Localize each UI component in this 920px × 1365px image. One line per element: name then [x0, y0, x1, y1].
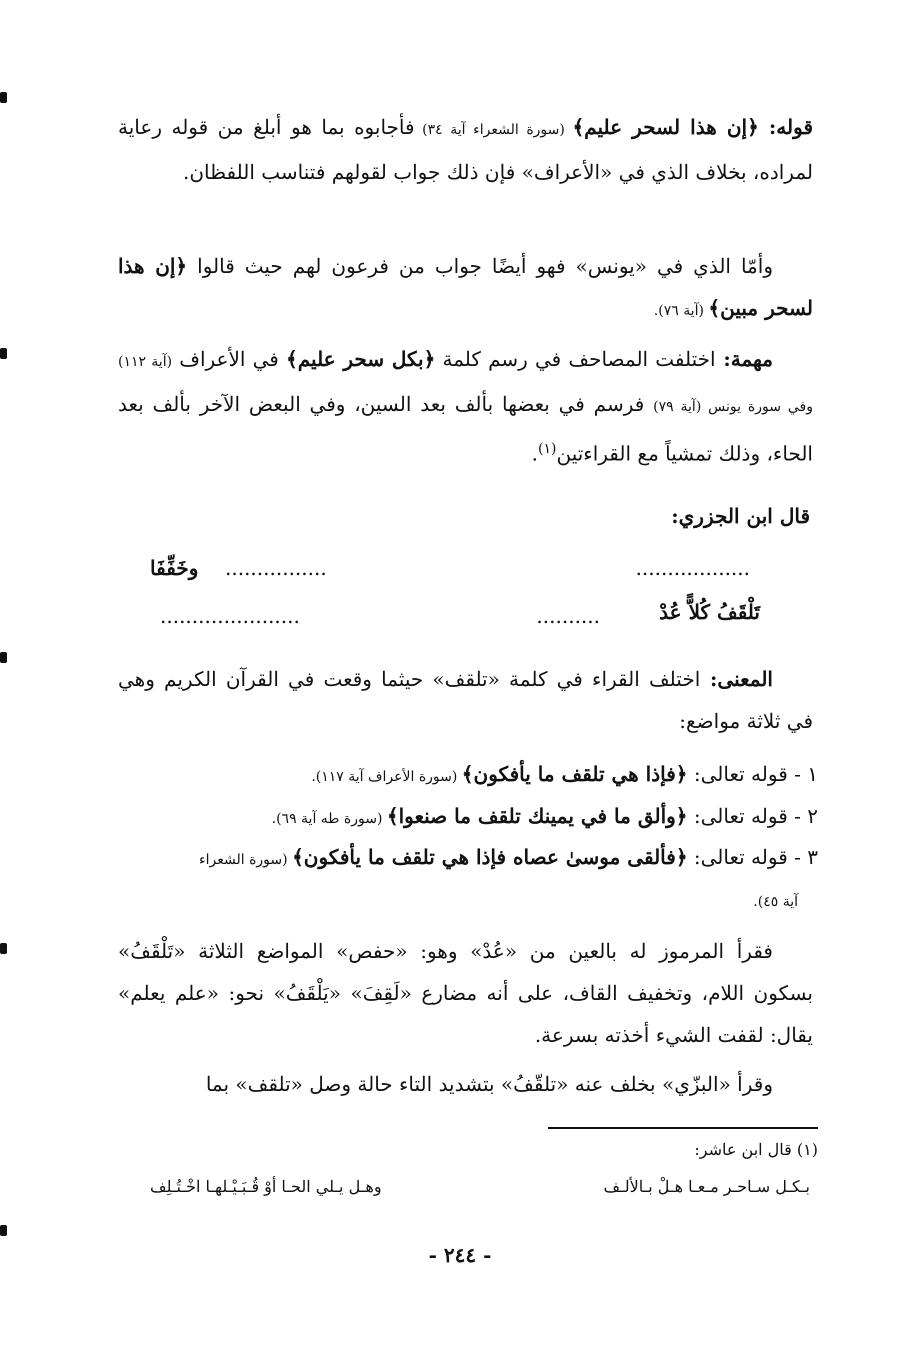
poem-dots: ................: [225, 556, 327, 580]
scan-mark: [0, 652, 7, 663]
paragraph-text: فقرأ المرموز له بالعين من «عُدْ» وهو: «حفص» المواضع الثلاثة «تَلْقَفُ» بسكون اللام، وتخفيف القاف، على أنه مضارع «لَقِفَ» «يَلْقَفُ» نحو: «علم يعلم» يقال: لقفت الشيء أخذته بسرعة.: [118, 939, 813, 1047]
scan-mark: [0, 92, 7, 103]
list-item: [118, 753, 818, 798]
list-intro: قوله تعالى:: [687, 845, 788, 869]
paragraph-text: في الأعراف: [172, 347, 286, 371]
list-number: ٢ -: [787, 804, 818, 828]
paragraph-lead: مهمة:: [715, 347, 773, 371]
page-number: - ٢٤٤ -: [428, 1243, 492, 1267]
paragraph-2: [118, 245, 813, 332]
verse-reference: آية ٤٥).: [753, 894, 798, 910]
footnote-verse-first: بـكـل سـاحـر مـعـا هـلْ بـالألـف: [603, 1177, 810, 1196]
quran-quote: ﴿إن هذا لسحر مبين﴾: [118, 254, 813, 320]
poem-line-1: [150, 556, 760, 596]
verse-reference: (آية ١١٢) وفي سورة يونس (آية ٧٩): [118, 354, 813, 415]
scan-mark: [0, 1225, 7, 1236]
list-number: ١ -: [787, 762, 818, 786]
verse-reference: (سورة الأعراف آية ١١٧).: [311, 769, 462, 785]
verse-reference: (سورة طه آية ٦٩).: [271, 811, 387, 827]
paragraph-1: [118, 106, 813, 193]
quran-quote: ﴿بكل سحر عليم﴾: [286, 347, 436, 371]
list-number: ٣ -: [787, 845, 818, 869]
quran-quote: ﴿فألقى موسىٰ عصاه فإذا هي تلقف ما يأفكون﴾: [292, 845, 688, 869]
poem-dots: ..................: [635, 556, 750, 580]
scan-mark: [0, 943, 7, 954]
poem-word: وخَفِّفَا: [150, 556, 199, 580]
poem-words: تَلْقَفُ كُلاًّ عُدْ: [659, 600, 760, 624]
list-item-continuation: [118, 878, 798, 923]
list-item: [118, 795, 818, 840]
paragraph-text: اختلفت المصاحف في رسم كلمة: [435, 347, 716, 371]
paragraph-end: .: [531, 441, 539, 466]
paragraph-text: فأجابوه بما هو أبلغ من قوله رعاية لمراده، بخلاف الذي في «الأعراف» فإن ذلك جواب لقولهم فتناسب اللفظان.: [118, 115, 813, 184]
paragraph-4: [118, 658, 813, 742]
paragraph-text: وأمّا الذي في «يونس» فهو أيضًا جواب من فرعون لهم حيث قالوا: [187, 254, 773, 278]
list-intro: قوله تعالى:: [687, 804, 788, 828]
poem-line-2: [150, 600, 760, 640]
footnote-label: (١) قال ابن عاشر:: [694, 1140, 818, 1159]
verse-reference: (سورة الشعراء آية ٣٤): [414, 122, 573, 138]
paragraph-5: [118, 930, 813, 1056]
poem-dots: ......................: [160, 604, 300, 628]
quran-quote: ﴿إن هذا لسحر عليم﴾: [572, 115, 759, 139]
quran-quote: ﴿وألق ما في يمينك تلقف ما صنعوا﴾: [386, 804, 688, 828]
poem-heading: قال ابن الجزري:: [671, 504, 810, 528]
verse-reference: (سورة الشعراء: [199, 852, 293, 868]
paragraph-lead: قوله:: [758, 115, 814, 139]
paragraph-3: [118, 338, 813, 475]
footnote-ref: (١): [538, 441, 557, 457]
paragraph-lead: المعنى:: [700, 667, 773, 691]
poem-dots: ..........: [536, 604, 600, 628]
paragraph-6: [118, 1063, 813, 1105]
poem-heading-block: [150, 495, 810, 537]
footnote-verse-second: وهـل يـلي الحـا أوْ قُـبَـيْـلهـا اخْـتُـلِف: [150, 1177, 382, 1196]
paragraph-text: اختلف القراء في كلمة «تلقف» حيثما وقعت في القرآن الكريم وهي في ثلاثة مواضع:: [118, 667, 813, 733]
quran-quote: ﴿فإذا هي تلقف ما يأفكون﴾: [461, 762, 688, 786]
paragraph-text: وقرأ «البزّي» بخلف عنه «تلقّفُ» بتشديد التاء حالة وصل «تلقف» بما: [205, 1072, 773, 1096]
paragraph-text: فرسم في بعضها بألف بعد السين، وفي البعض الآخر بألف بعد الحاء، وذلك تمشياً مع القراءتين: [118, 392, 813, 466]
list-item: [118, 836, 818, 881]
scan-mark: [0, 348, 7, 359]
footnote-divider: [548, 1127, 818, 1129]
verse-reference: (آية ٧٦).: [653, 303, 709, 319]
list-intro: قوله تعالى:: [687, 762, 788, 786]
